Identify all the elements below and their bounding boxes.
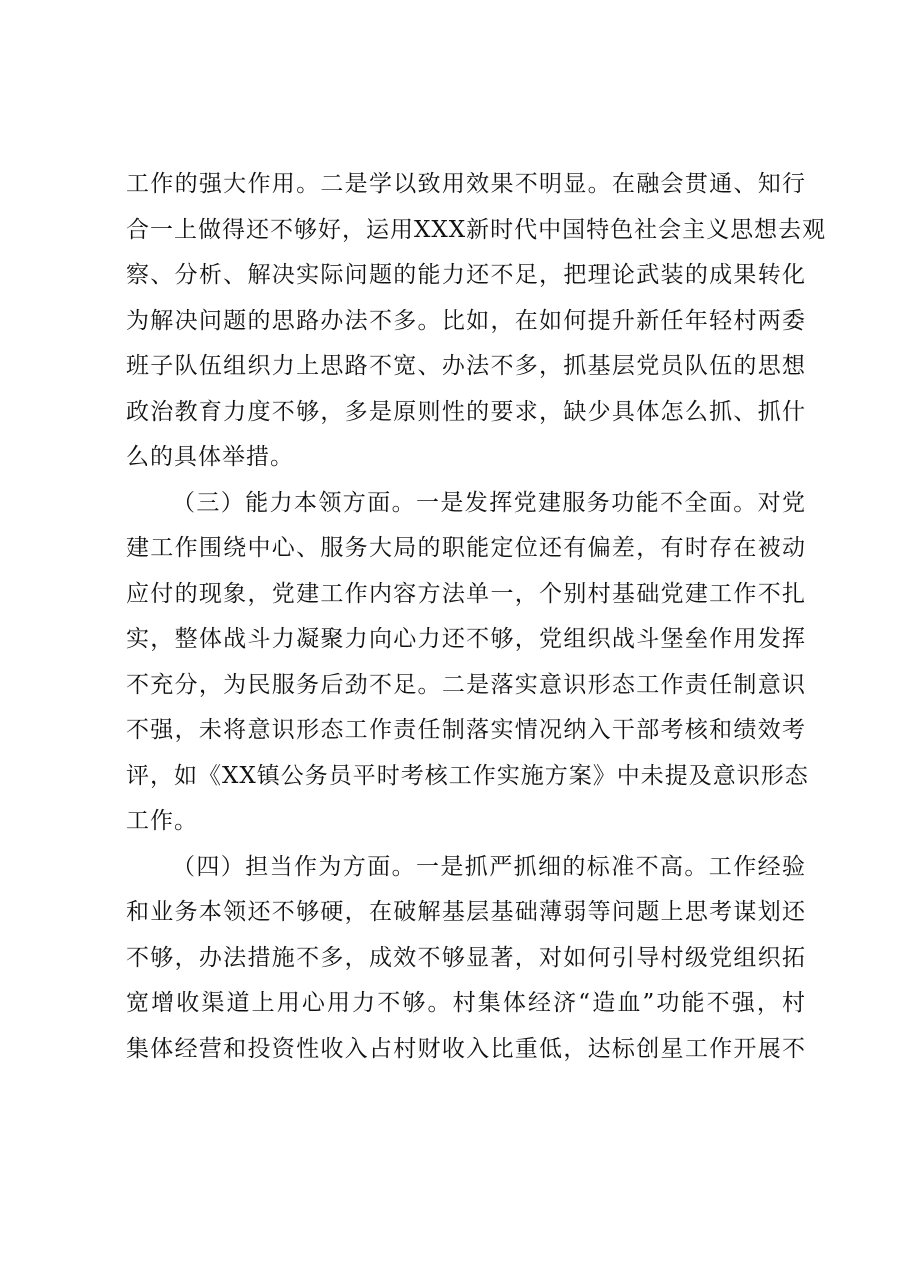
text-line: 察、分析、解决实际问题的能力还不足，把理论武装的成果转化: [126, 262, 806, 288]
text-line: 么的具体举措。: [126, 444, 294, 470]
text-line: 班子队伍组织力上思路不宽、办法不多，抓基层党员队伍的思想: [126, 353, 806, 379]
paragraph-heading-line: （四）担当作为方面。一是抓严抓细的标准不高。工作经验: [172, 853, 806, 880]
text-line: 政治教育力度不够，多是原则性的要求，缺少具体怎么抓、抓什: [126, 398, 806, 425]
paragraph-heading-line: （三）能力本领方面。一是发挥党建服务功能不全面。对党: [172, 489, 806, 516]
text-line: 不充分，为民服务后劲不足。二是落实意识形态工作责任制意识: [126, 671, 806, 698]
text-line: 不够，办法措施不多，成效不够显著，对如何引导村级党组织拓: [126, 944, 806, 971]
text-line: 工作的强大作用。二是学以致用效果不明显。在融会贯通、知行: [126, 171, 806, 197]
text-line: 不强，未将意识形态工作责任制落实情况纳入干部考核和绩效考: [126, 717, 806, 743]
body-text: [126, 162, 827, 1072]
text-line: 集体经营和投资性收入占村财收入比重低，达标创星工作开展不: [126, 1035, 806, 1062]
text-line: 宽增收渠道上用心用力不够。村集体经济“造血”功能不强，村: [126, 990, 806, 1016]
text-line: 工作。: [126, 808, 198, 834]
text-line: 实，整体战斗力凝聚力向心力还不够，党组织战斗堡垒作用发挥: [126, 626, 806, 652]
text-line: 建工作围绕中心、服务大局的职能定位还有偏差，有时存在被动: [126, 535, 806, 561]
text-line: 应付的现象，党建工作内容方法单一，个别村基础党建工作不扎: [126, 580, 806, 607]
text-line: 为解决问题的思路办法不多。比如，在如何提升新任年轻村两委: [126, 307, 806, 334]
text-line: 和业务本领还不够硬，在破解基层基础薄弱等问题上思考谋划还: [126, 899, 806, 925]
text-line: 评，如《XX镇公务员平时考核工作实施方案》中未提及意识形态: [126, 762, 809, 789]
text-line: 合一上做得还不够好，运用XXX新时代中国特色社会主义思想去观: [126, 216, 827, 243]
